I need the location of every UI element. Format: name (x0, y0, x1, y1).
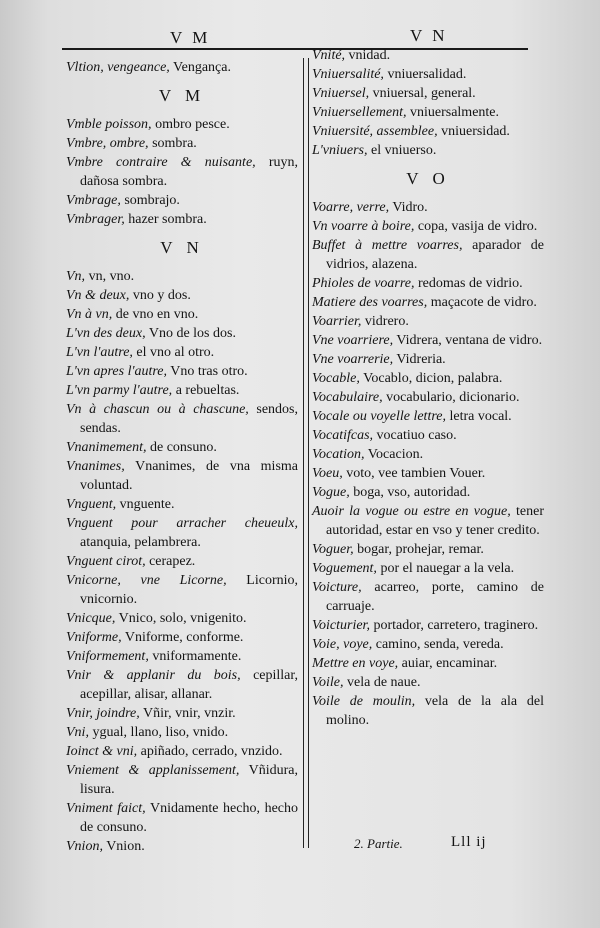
french-headword: Voarre, verre, (312, 200, 390, 215)
dictionary-entry (312, 65, 544, 84)
left-column (66, 58, 298, 856)
spanish-translation: redomas de vidrio. (414, 276, 523, 291)
spanish-translation: Vno de los dos. (145, 326, 236, 341)
spanish-translation: boga, vso, autoridad. (349, 485, 471, 500)
french-headword: Vnion, (66, 839, 103, 854)
french-headword: Buffet à mettre voarres, (312, 238, 463, 253)
french-headword: Vltion, vengeance, (66, 60, 170, 75)
french-headword: Vmbrager, (66, 212, 125, 227)
spanish-translation: Vocacion. (364, 447, 424, 462)
spanish-translation: Vñidura, lisura. (80, 763, 298, 797)
french-headword: Vocabulaire, (312, 390, 383, 405)
spanish-translation: cerapez. (145, 554, 196, 569)
dictionary-entry (66, 742, 298, 761)
spanish-translation: vocabulario, dicionario. (382, 390, 520, 405)
french-headword: Voie, voye, (312, 637, 373, 652)
dictionary-entry (66, 324, 298, 343)
dictionary-entry (312, 369, 544, 388)
dictionary-entry (66, 457, 298, 495)
spanish-translation: el vniuerso. (367, 143, 437, 158)
dictionary-entry (312, 616, 544, 635)
running-head-right: V N (410, 26, 448, 45)
spanish-translation: ruyn, dañosa sombra. (80, 155, 298, 189)
french-headword: L'vn parmy l'autre, (66, 383, 173, 398)
column-divider (303, 58, 304, 848)
spanish-translation: sombra. (148, 136, 197, 151)
dictionary-entry (312, 103, 544, 122)
french-headword: Vnguent cirot, (66, 554, 146, 569)
dictionary-entry (66, 704, 298, 723)
dictionary-entry (312, 293, 544, 312)
dictionary-entry (312, 654, 544, 673)
dictionary-entry (66, 343, 298, 362)
dictionary-entry (66, 134, 298, 153)
french-headword: Vne voarriere, (312, 333, 394, 348)
spanish-translation: ombro pesce. (151, 117, 230, 132)
spanish-translation: de consuno. (146, 440, 217, 455)
dictionary-entry (312, 540, 544, 559)
spanish-translation: Vocablo, dicion, palabra. (359, 371, 503, 386)
spanish-translation: cepillar, acepillar, alisar, allanar. (80, 668, 298, 702)
dictionary-entry (66, 438, 298, 457)
french-headword: Phioles de voarre, (312, 276, 415, 291)
french-headword: Vnguent pour arracher cheueulx, (66, 516, 298, 531)
spanish-translation: vniuersidad. (437, 124, 510, 139)
french-headword: Vniuersalité, (312, 67, 384, 82)
spanish-translation: bogar, prohejar, remar. (353, 542, 484, 557)
dictionary-entry (312, 274, 544, 293)
french-headword: Voeu, (312, 466, 343, 481)
spanish-translation: sombrajo. (120, 193, 180, 208)
french-headword: Voicturier, (312, 618, 370, 633)
dictionary-entry (66, 761, 298, 799)
section-heading: V O (406, 169, 450, 188)
dictionary-entry (66, 305, 298, 324)
french-headword: Vnanimes, (66, 459, 125, 474)
spanish-translation: auiar, encaminar. (398, 656, 498, 671)
dictionary-entry (312, 483, 544, 502)
spanish-translation: Vnico, solo, vnigenito. (115, 611, 247, 626)
french-headword: Vn voarre à boire, (312, 219, 415, 234)
spanish-translation: Vniforme, conforme. (121, 630, 244, 645)
french-headword: Vocation, (312, 447, 365, 462)
dictionary-entry (312, 331, 544, 350)
spanish-translation: a rebueltas. (172, 383, 240, 398)
spanish-translation: vidrero. (361, 314, 409, 329)
spanish-translation: acarreo, porte, camino de carruaje. (326, 580, 544, 614)
dictionary-entry (66, 571, 298, 609)
spanish-translation: sendos, sendas. (80, 402, 298, 436)
spanish-translation: Vidrera, ventana de vidro. (393, 333, 543, 348)
spanish-translation: Vidreria. (393, 352, 446, 367)
spanish-translation: ygual, llano, liso, vnido. (88, 725, 229, 740)
spanish-translation: Vnidamente hecho, hecho de consuno. (80, 801, 298, 835)
spanish-translation: Licornio, vnicornio. (80, 573, 298, 607)
french-headword: Voguer, (312, 542, 354, 557)
french-headword: Vne voarrerie, (312, 352, 394, 367)
french-headword: Vnanimement, (66, 440, 147, 455)
spanish-translation: vniuersalidad. (383, 67, 467, 82)
french-headword: Vocale ou voyelle lettre, (312, 409, 446, 424)
french-headword: Vn à vn, (66, 307, 113, 322)
french-headword: Vniuersité, assemblee, (312, 124, 438, 139)
french-headword: Voarrier, (312, 314, 362, 329)
spanish-translation: vela de la ala del molino. (326, 694, 544, 728)
dictionary-entry (312, 407, 544, 426)
spanish-translation: aparador de vidrios, alazena. (326, 238, 544, 272)
spanish-translation: Vidro. (389, 200, 428, 215)
spanish-translation: vnidad. (345, 48, 391, 63)
french-headword: Vogue, (312, 485, 350, 500)
french-headword: Vmbre, ombre, (66, 136, 149, 151)
french-headword: Ioinct & vni, (66, 744, 138, 759)
spanish-translation: atanquia, pelambrera. (80, 535, 201, 550)
french-headword: Vniuersel, (312, 86, 370, 101)
french-headword: Auoir la vogue ou estre en vogue, (312, 504, 511, 519)
dictionary-entry (312, 388, 544, 407)
dictionary-entry (66, 381, 298, 400)
french-headword: Vnicque, (66, 611, 116, 626)
dictionary-entry (66, 552, 298, 571)
french-headword: Voile de moulin, (312, 694, 416, 709)
dictionary-entry (312, 559, 544, 578)
dictionary-entry (312, 122, 544, 141)
dictionary-entry (312, 198, 544, 217)
dictionary-entry (66, 723, 298, 742)
dictionary-entry (312, 84, 544, 103)
french-headword: Vniformement, (66, 649, 149, 664)
dictionary-entry (66, 58, 298, 77)
french-headword: Vniuersellement, (312, 105, 407, 120)
dictionary-entry (312, 350, 544, 369)
spanish-translation: portador, carretero, traginero. (369, 618, 539, 633)
dictionary-entry (66, 837, 298, 856)
french-headword: Vn à chascun ou à chascune, (66, 402, 249, 417)
dictionary-entry (312, 445, 544, 464)
french-headword: Voile, (312, 675, 344, 690)
section-heading: V N (160, 238, 204, 257)
french-headword: L'vn des deux, (66, 326, 146, 341)
spanish-translation: vocatiuo caso. (373, 428, 457, 443)
dictionary-entry (66, 495, 298, 514)
dictionary-entry (66, 647, 298, 666)
dictionary-entry (66, 609, 298, 628)
french-headword: Vni, (66, 725, 89, 740)
dictionary-entry (312, 46, 544, 65)
dictionary-entry (312, 217, 544, 236)
dictionary-entry (66, 267, 298, 286)
spanish-translation: Vengança. (169, 60, 231, 75)
spanish-translation: de vno en vno. (112, 307, 199, 322)
dictionary-entry (312, 692, 544, 730)
spanish-translation: vno y dos. (129, 288, 191, 303)
column-divider (308, 58, 309, 848)
spanish-translation: Vnanimes, de vna misma voluntad. (80, 459, 298, 493)
french-headword: Vmbrage, (66, 193, 121, 208)
dictionary-entry (66, 514, 298, 552)
spanish-translation: vniuersalmente. (406, 105, 500, 120)
spanish-translation: Vno tras otro. (167, 364, 248, 379)
french-headword: Vocable, (312, 371, 360, 386)
spanish-translation: copa, vasija de vidro. (414, 219, 538, 234)
dictionary-entry (312, 312, 544, 331)
spanish-translation: vela de naue. (343, 675, 421, 690)
dictionary-entry (312, 635, 544, 654)
spanish-translation: voto, vee tambien Vouer. (342, 466, 486, 481)
dictionary-entry (66, 191, 298, 210)
french-headword: L'vn apres l'autre, (66, 364, 168, 379)
french-headword: Mettre en voye, (312, 656, 399, 671)
spanish-translation: el vno al otro. (132, 345, 215, 360)
dictionary-entry (66, 153, 298, 191)
dictionary-entry (66, 628, 298, 647)
spanish-translation: hazer sombra. (124, 212, 207, 227)
french-headword: Vmble poisson, (66, 117, 152, 132)
french-headword: Voguement, (312, 561, 377, 576)
running-head-left: V M (170, 28, 211, 47)
french-headword: Vnité, (312, 48, 346, 63)
french-headword: L'vn l'autre, (66, 345, 133, 360)
right-column (312, 46, 544, 730)
french-headword: Matiere des voarres, (312, 295, 428, 310)
spanish-translation: vniformamente. (148, 649, 242, 664)
french-headword: Vniforme, (66, 630, 122, 645)
french-headword: Vnir & applanir du bois, (66, 668, 241, 683)
french-headword: Vnir, joindre, (66, 706, 140, 721)
dictionary-entry (66, 115, 298, 134)
spanish-translation: vnguente. (116, 497, 175, 512)
french-headword: Vn & deux, (66, 288, 130, 303)
dictionary-entry (66, 400, 298, 438)
dictionary-entry (312, 502, 544, 540)
french-headword: L'vniuers, (312, 143, 368, 158)
french-headword: Vnicorne, vne Licorne, (66, 573, 227, 588)
spanish-translation: vn, vno. (85, 269, 135, 284)
dictionary-entry (312, 578, 544, 616)
french-headword: Vocatifcas, (312, 428, 374, 443)
spanish-translation: por el nauegar a la vela. (376, 561, 515, 576)
signature-line: 2. Partie. (354, 836, 403, 851)
dictionary-entry (312, 141, 544, 160)
dictionary-entry (312, 464, 544, 483)
dictionary-entry (312, 426, 544, 445)
french-headword: Voicture, (312, 580, 362, 595)
dictionary-entry (66, 362, 298, 381)
dictionary-entry (66, 210, 298, 229)
gathering-mark: Lll ij (451, 834, 487, 850)
dictionary-entry (66, 666, 298, 704)
french-headword: Vniment faict, (66, 801, 146, 816)
french-headword: Vn, (66, 269, 86, 284)
spanish-translation: letra vocal. (445, 409, 512, 424)
spanish-translation: tener autoridad, estar en vso y tener credito. (326, 504, 544, 538)
spanish-translation: camino, senda, vereda. (372, 637, 504, 652)
spanish-translation: vniuersal, general. (369, 86, 476, 101)
french-headword: Vnguent, (66, 497, 117, 512)
french-headword: Vniement & applanissement, (66, 763, 240, 778)
dictionary-entry (312, 236, 544, 274)
dictionary-entry (66, 286, 298, 305)
spanish-translation: Vnion. (102, 839, 145, 854)
spanish-translation: apiñado, cerrado, vnzido. (137, 744, 283, 759)
dictionary-entry (66, 799, 298, 837)
spanish-translation: maçacote de vidro. (427, 295, 537, 310)
french-headword: Vmbre contraire & nuisante, (66, 155, 256, 170)
section-heading: V M (158, 86, 206, 105)
dictionary-entry (312, 673, 544, 692)
spanish-translation: Vñir, vnir, vnzir. (139, 706, 236, 721)
